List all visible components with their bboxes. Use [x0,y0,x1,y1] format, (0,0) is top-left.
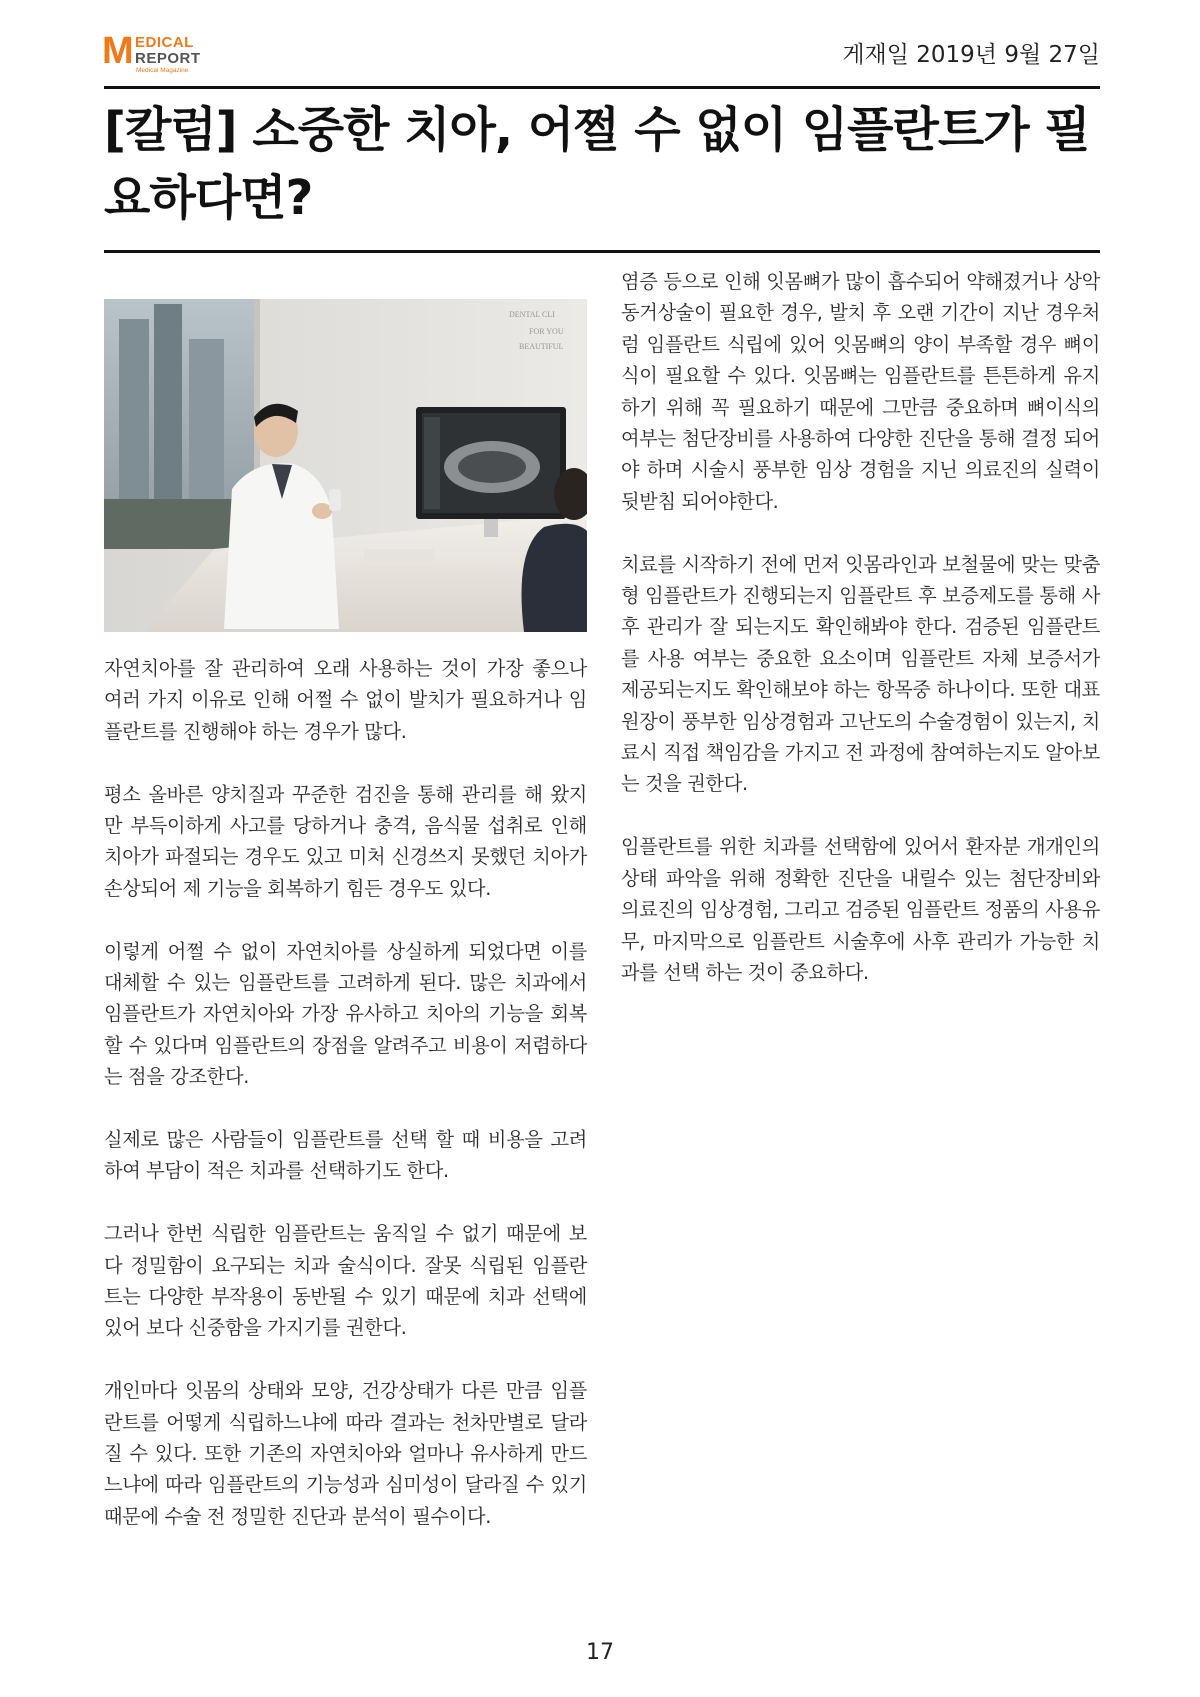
logo-line2: REPORT [135,50,201,67]
svg-text:FOR YOU: FOR YOU [529,327,564,336]
article-column-right [621,266,1100,1020]
paragraph: 이렇게 어쩔 수 없이 자연치아를 상실하게 되었다면 이를 대체할 수 있는 임플란트를 고려하게 된다. 많은 치과에서 임플란트가 자연치아와 가장 유사하고 치아의 기능을 회복할 수 있다며 임플란트의 장점을 알려주고 비용이 저렴하다는 점을 강조한다. [104,939,587,1089]
magazine-logo [102,30,222,76]
paragraph: 자연치아를 잘 관리하여 오래 사용하는 것이 가장 좋으나 여러 가지 이유로 인해 어쩔 수 없이 발치가 필요하거나 임플란트를 진행해야 하는 경우가 많다. [104,657,587,743]
publication-date: 게재일 2019년 9월 27일 [842,42,1100,68]
svg-text:BEAUTIFUL: BEAUTIFUL [519,342,564,351]
logo-line1: EDICAL [135,34,194,51]
page-number: 17 [586,1640,614,1665]
header-divider [104,86,1100,89]
title-divider [104,250,1100,253]
logo-mark: M [102,30,132,72]
paragraph: 염증 등으로 인해 잇몸뼈가 많이 흡수되어 약해졌거나 상악동거상술이 필요한 경우, 발치 후 오랜 기간이 지난 경우처럼 임플란트 식립에 있어 잇몸뼈의 양이 부족할 경우 뼈이식이 필요할 수 있다. 잇몸뼈는 임플란트를 튼튼하게 유지하기 위해 꼭 필요하기 때문에 그만큼 중요하며 뼈이식의 여부는 첨단장비를 사용하여 다양한 진단을 통해 결정 되어야 하며 시술시 풍부한 임상 경험을 지닌 의료진의 실력이 뒷받침 되어야한다. [621,270,1100,513]
paragraph: 평소 올바른 양치질과 꾸준한 검진을 통해 관리를 해 왔지만 부득이하게 사고를 당하거나 충격, 음식물 섭취로 인해 치아가 파절되는 경우도 있고 미처 신경쓰지 못했던 치아가 손상되어 제 기능을 회복하기 힘든 경우도 있다. [104,782,587,900]
dentist-consultation-photo [104,299,587,632]
paragraph: 개인마다 잇몸의 상태와 모양, 건강상태가 다른 만큼 임플란트를 어떻게 식립하느냐에 따라 결과는 천차만별로 달라질 수 있다. 또한 기존의 자연치아와 얼마나 유사하게 만드느냐에 따라 임플란트의 기능성과 심미성이 달라질 수 있기 때문에 수술 전 정밀한 진단과 분석이 필수이다. [104,1379,587,1528]
article-column-left [104,653,587,1564]
svg-text:DENTAL CLI: DENTAL CLI [509,310,555,319]
paragraph: 그러나 한번 식립한 임플란트는 움직일 수 없기 때문에 보다 정밀함이 요구되는 치과 술식이다. 잘못 식립된 임플란트는 다양한 부작용이 동반될 수 있기 때문에 치과 선택에 있어 보다 신중함을 가지기를 권한다. [104,1222,587,1340]
paragraph: 실제로 많은 사람들이 임플란트를 선택 할 때 비용을 고려하여 부담이 적은 치과를 선택하기도 한다. [104,1128,587,1183]
logo-tagline: Medical Magazine [136,67,189,74]
article-title: [칼럼] 소중한 치아, 어쩔 수 없이 임플란트가 필요하다면? [104,102,1090,226]
paragraph: 임플란트를 위한 치과를 선택함에 있어서 환자분 개개인의 상태 파악을 위해 정확한 진단을 내릴수 있는 첨단장비와 의료진의 임상경험, 그리고 검증된 임플란트 정품의 사용유무, 마지막으로 임플란트 시술후에 사후 관리가 가능한 치과를 선택 하는 것이 중요하다. [621,835,1100,984]
paragraph: 치료를 시작하기 전에 먼저 잇몸라인과 보철물에 맞는 맞춤형 임플란트가 진행되는지 임플란트 후 보증제도를 통해 사후 관리가 잘 되는지도 확인해봐야 한다. 검증된 임플란트를 사용 여부는 중요한 요소이며 임플란트 자체 보증서가 제공되는지도 확인해보야 하는 항목중 하나이다. 또한 대표원장이 풍부한 임상경험과 고난도의 수술경험이 있는지, 치료시 직접 책임감을 가지고 전 과정에 참여하는지도 알아보는 것을 권한다. [621,552,1100,796]
